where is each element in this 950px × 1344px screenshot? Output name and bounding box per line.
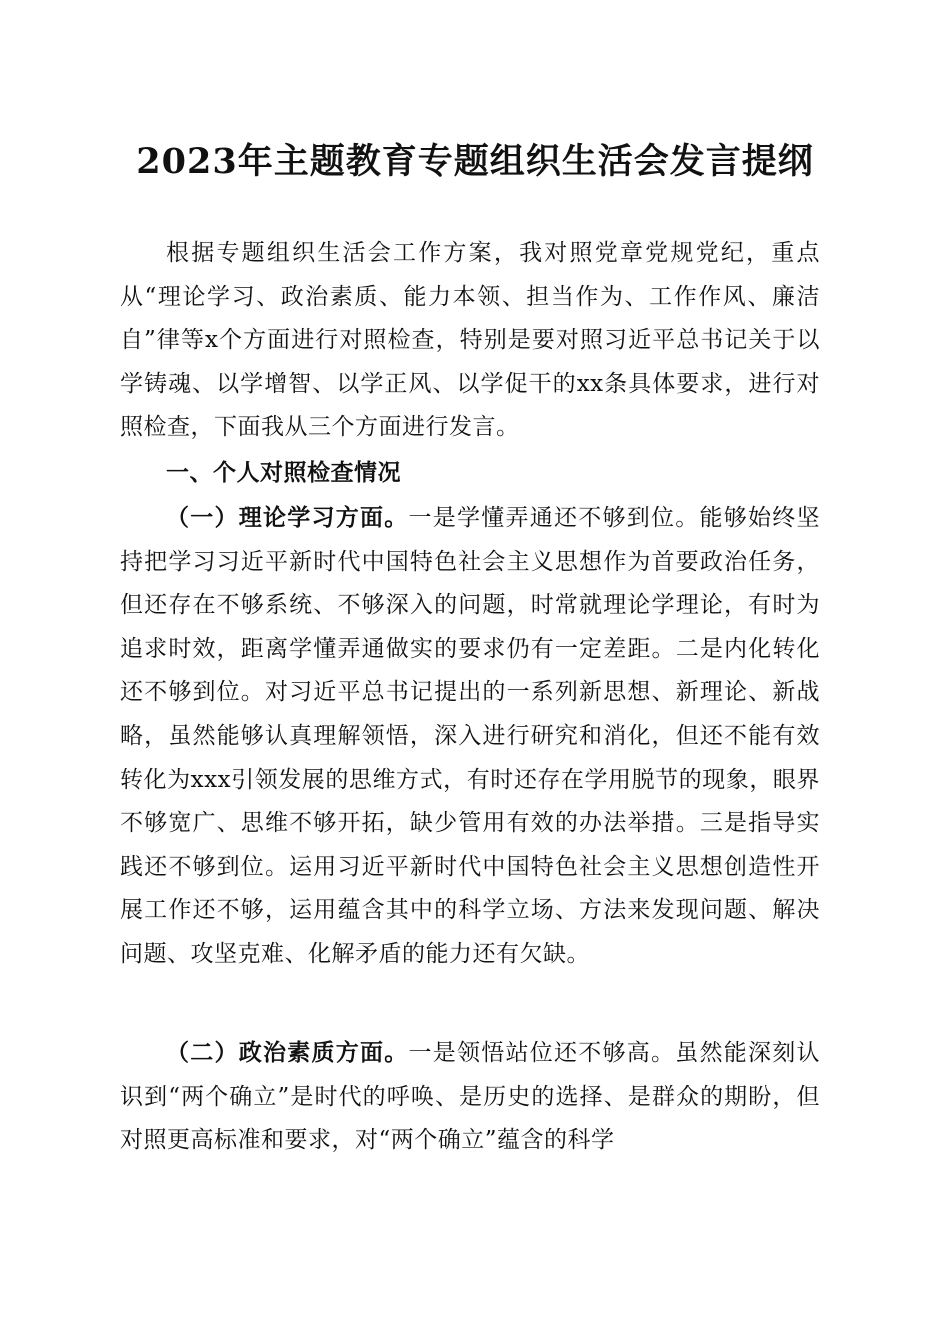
theory-study-text: [120, 497, 820, 977]
political-quality-lead: （二）政治素质方面。: [166, 1040, 409, 1066]
political-quality-paragraph: [120, 1032, 820, 1163]
document-title: 2023年主题教育专题组织生活会发言提纲: [136, 141, 814, 182]
political-quality-body: 一是领悟站位还不够高。虽然能深刻认识到“两个确立”是时代的呼唤、是历史的选择、是群众的期盼，但对照更高标准和要求，对“两个确立”蕴含的科学: [120, 1040, 820, 1154]
political-quality-text: [120, 1032, 820, 1163]
theory-study-body: 一是学懂弄通还不够到位。能够始终坚持把学习习近平新时代中国特色社会主义思想作为首要政治任务，但还存在不够系统、不够深入的问题，时常就理论学理论，有时为追求时效，距离学懂弄通做实的要求仍有一定差距。二是内化转化还不够到位。对习近平总书记提出的一系列新思想、新理论、新战略，虽然能够认真理解领悟，深入进行研究和消化，但还不能有效转化为xxx引领发展的思维方式，有时还存在学用脱节的现象，眼界不够宽广、思维不够开拓，缺少管用有效的办法举措。三是指导实践还不够到位。运用习近平新时代中国特色社会主义思想创造性开展工作还不够，运用蕴含其中的科学立场、方法来发现问题、解决问题、攻坚克难、化解矛盾的能力还有欠缺。: [120, 505, 820, 967]
theory-study-paragraph: [120, 497, 820, 977]
intro-text: 根据专题组织生活会工作方案，我对照党章党规党纪，重点从“理论学习、政治素质、能力本领、担当作为、工作作风、廉洁自”律等x个方面进行对照检查，特别是要对照习近平总书记关于以学铸魂、以学增智、以学正风、以学促干的xx条具体要求，进行对照检查，下面我从三个方面进行发言。: [120, 240, 820, 441]
theory-study-lead: （一）理论学习方面。: [166, 505, 409, 531]
intro-paragraph: [120, 232, 820, 450]
section-heading-personal-check: 一、个人对照检查情况: [166, 460, 401, 486]
